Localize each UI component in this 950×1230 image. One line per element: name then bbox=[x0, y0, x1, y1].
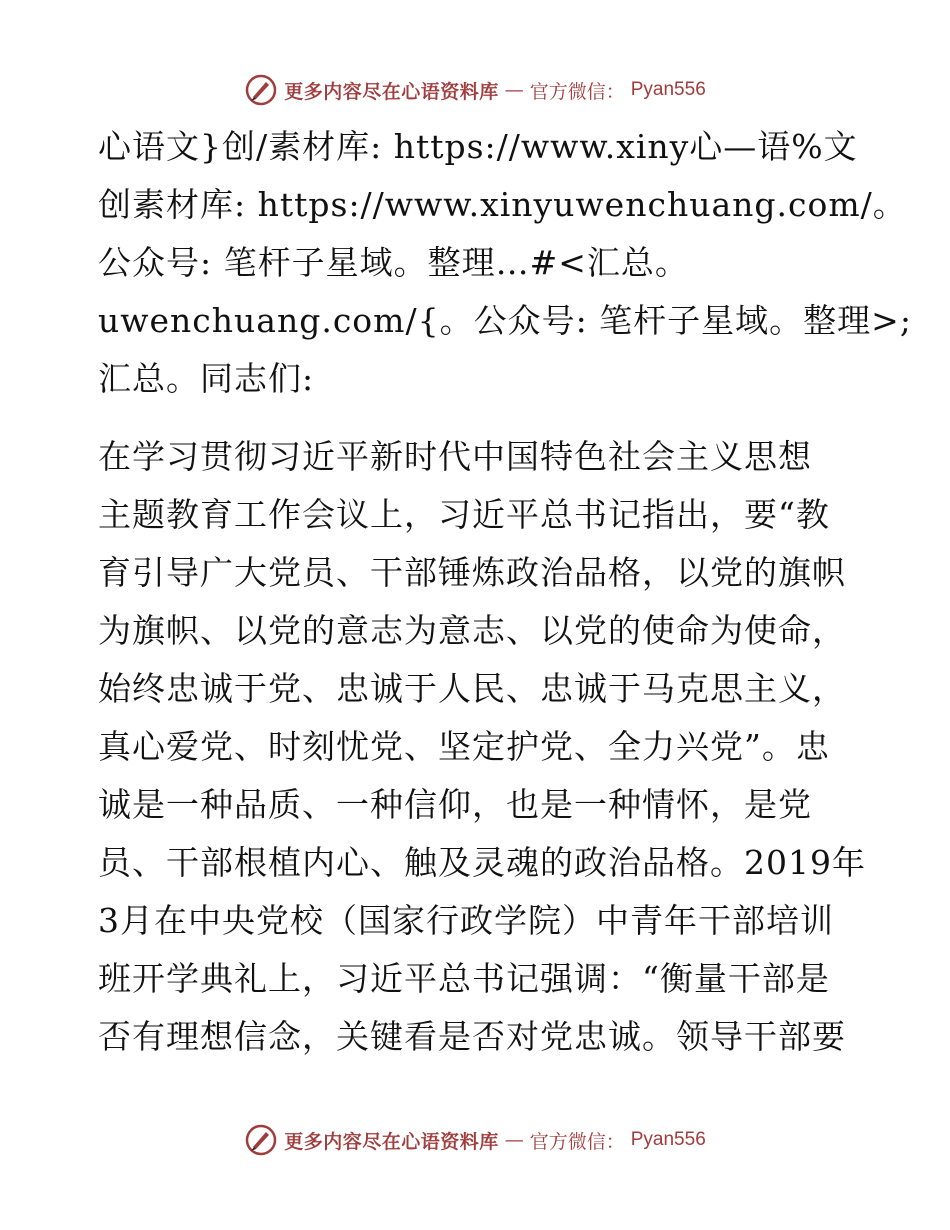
banner-text: 更多内容尽在心语资料库 bbox=[284, 80, 499, 103]
text-line: 否有理想信念，关键看是否对党忠诚。领导干部要 bbox=[98, 1017, 846, 1056]
banner-dash: — bbox=[504, 79, 524, 101]
text-line: 始终忠诚于党、忠诚于人民、忠诚于马克思主义， bbox=[98, 669, 846, 708]
brand-logo-icon bbox=[244, 1123, 278, 1157]
text-line: 3月在中央党校（国家行政学院）中青年干部培训 bbox=[98, 901, 834, 940]
footer-banner bbox=[0, 1120, 950, 1160]
text-line: 心语文}创/素材库: https://www.xiny心—语%文 bbox=[98, 127, 858, 166]
text-line: 育引导广大党员、干部锤炼政治品格，以党的旗帜 bbox=[98, 553, 846, 592]
text-line: uwenchuang.com/{。公众号: 笔杆子星域。整理>; bbox=[98, 301, 912, 340]
text-line: 汇总。同志们: bbox=[98, 359, 315, 398]
document-body bbox=[98, 118, 912, 1066]
text-line: 班开学典礼上，习近平总书记强调：“衡量干部是 bbox=[98, 959, 830, 998]
paragraph-main bbox=[98, 428, 866, 1066]
text-line: 在学习贯彻习近平新时代中国特色社会主义思想 bbox=[98, 437, 812, 476]
paragraph-gap bbox=[98, 408, 858, 428]
banner-dash: — bbox=[504, 1129, 524, 1151]
text-line: 诚是一种品质、一种信仰，也是一种情怀，是党 bbox=[98, 785, 812, 824]
text-line: 员、干部根植内心、触及灵魂的政治品格。2019年 bbox=[98, 843, 866, 882]
banner-wechat-id: Pyan556 bbox=[630, 79, 706, 100]
text-line: 创素材库: https://www.xinyuwenchuang.com/。 bbox=[98, 185, 907, 224]
header-banner bbox=[0, 70, 950, 110]
text-line: 为旗帜、以党的意志为意志、以党的使命为使命， bbox=[98, 611, 846, 650]
text-line: 公众号: 笔杆子星域。整理…#<汇总。 bbox=[98, 243, 689, 282]
text-line: 主题教育工作会议上，习近平总书记指出，要“教 bbox=[98, 495, 830, 534]
banner-wechat-label: 官方微信： bbox=[529, 80, 625, 103]
banner-wechat-label: 官方微信： bbox=[529, 1130, 625, 1153]
banner-wechat-id: Pyan556 bbox=[630, 1129, 706, 1150]
brand-logo-icon bbox=[244, 73, 278, 107]
text-line: 真心爱党、时刻忧党、坚定护党、全力兴党”。忠 bbox=[98, 727, 830, 766]
paragraph-intro bbox=[98, 118, 912, 408]
banner-text: 更多内容尽在心语资料库 bbox=[284, 1130, 499, 1153]
